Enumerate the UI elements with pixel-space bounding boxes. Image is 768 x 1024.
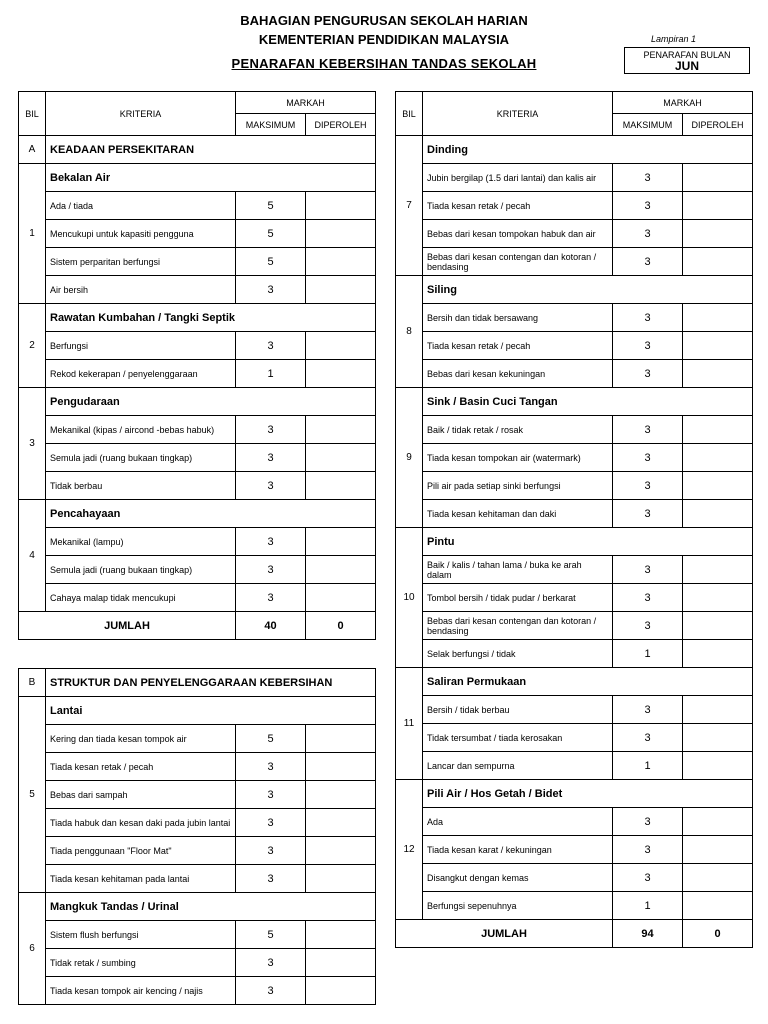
group-bil: 9 [396, 388, 423, 528]
page-title: PENARAFAN KEBERSIHAN TANDAS SEKOLAH [231, 56, 537, 71]
col-diperoleh: DIPEROLEH [683, 114, 753, 136]
criteria-text: Bebas dari kesan kekuningan [423, 360, 613, 388]
max-score: 5 [236, 192, 306, 220]
criteria-text: Tidak tersumbat / tiada kerosakan [423, 724, 613, 752]
col-kriteria: KRITERIA [423, 92, 613, 136]
obtained-score [683, 724, 753, 752]
criteria-text: Cahaya malap tidak mencukupi [46, 584, 236, 612]
section-code: A [19, 136, 46, 164]
group-row [396, 528, 753, 556]
table-row [396, 500, 753, 528]
group-row [19, 388, 376, 416]
table-row [396, 836, 753, 864]
obtained-score [683, 836, 753, 864]
max-score: 5 [236, 725, 306, 753]
lampiran-label: Lampiran 1 [651, 34, 697, 44]
criteria-text: Tiada kesan retak / pecah [423, 192, 613, 220]
obtained-score [683, 696, 753, 724]
criteria-text: Tiada kesan retak / pecah [46, 753, 236, 781]
obtained-score [683, 332, 753, 360]
obtained-score [683, 500, 753, 528]
criteria-text: Tiada kesan kehitaman pada lantai [46, 865, 236, 893]
total-obtained: 0 [306, 612, 376, 640]
group-row [396, 276, 753, 304]
criteria-text: Ada / tiada [46, 192, 236, 220]
col-bil: BIL [19, 92, 46, 136]
group-bil: 3 [19, 388, 46, 500]
obtained-score [306, 837, 376, 865]
section-code: B [19, 669, 46, 697]
table-row [396, 556, 753, 584]
criteria-text: Mekanikal (lampu) [46, 528, 236, 556]
table-section-a [18, 91, 376, 640]
criteria-text: Pili air pada setiap sinki berfungsi [423, 472, 613, 500]
max-score: 3 [236, 781, 306, 809]
table-row [19, 472, 376, 500]
table-row [396, 612, 753, 640]
group-title: Siling [423, 276, 753, 304]
criteria-text: Bebas dari kesan contengan dan kotoran / bendasing [423, 248, 613, 276]
obtained-score [306, 192, 376, 220]
table-row [396, 696, 753, 724]
obtained-score [306, 977, 376, 1005]
obtained-score [306, 781, 376, 809]
obtained-score [306, 528, 376, 556]
col-markah: MARKAH [613, 92, 753, 114]
table-row [396, 360, 753, 388]
table-row [19, 444, 376, 472]
obtained-score [306, 865, 376, 893]
criteria-text: Air bersih [46, 276, 236, 304]
criteria-text: Tiada kesan tompok air kencing / najis [46, 977, 236, 1005]
criteria-text: Bebas dari kesan tompokan habuk dan air [423, 220, 613, 248]
criteria-text: Berfungsi sepenuhnya [423, 892, 613, 920]
group-row [396, 668, 753, 696]
max-score: 3 [613, 332, 683, 360]
table-row [19, 865, 376, 893]
criteria-text: Rekod kekerapan / penyelenggaraan [46, 360, 236, 388]
table-row [19, 220, 376, 248]
max-score: 3 [236, 472, 306, 500]
max-score: 1 [236, 360, 306, 388]
table-row [19, 332, 376, 360]
group-bil: 8 [396, 276, 423, 388]
group-bil: 5 [19, 697, 46, 893]
table-row [19, 276, 376, 304]
criteria-text: Lancar dan sempurna [423, 752, 613, 780]
total-label: JUMLAH [396, 920, 613, 948]
criteria-text: Tidak berbau [46, 472, 236, 500]
obtained-score [683, 640, 753, 668]
table-row [19, 753, 376, 781]
criteria-text: Baik / kalis / tahan lama / buka ke arah dalam [423, 556, 613, 584]
criteria-text: Mencukupi untuk kapasiti pengguna [46, 220, 236, 248]
group-row [19, 304, 376, 332]
table-row [19, 949, 376, 977]
obtained-score [306, 753, 376, 781]
criteria-text: Tombol bersih / tidak pudar / berkarat [423, 584, 613, 612]
criteria-text: Bersih dan tidak bersawang [423, 304, 613, 332]
max-score: 3 [236, 584, 306, 612]
max-score: 3 [236, 753, 306, 781]
col-diperoleh: DIPEROLEH [306, 114, 376, 136]
obtained-score [306, 556, 376, 584]
section-title: KEADAAN PERSEKITARAN [46, 136, 376, 164]
criteria-text: Tiada kesan kehitaman dan daki [423, 500, 613, 528]
criteria-text: Selak berfungsi / tidak [423, 640, 613, 668]
criteria-text: Tiada habuk dan kesan daki pada jubin lantai [46, 809, 236, 837]
max-score: 3 [613, 612, 683, 640]
max-score: 3 [236, 837, 306, 865]
group-title: Pengudaraan [46, 388, 376, 416]
table-row [19, 584, 376, 612]
max-score: 5 [236, 220, 306, 248]
group-title: Pencahayaan [46, 500, 376, 528]
obtained-score [306, 809, 376, 837]
max-score: 3 [236, 276, 306, 304]
max-score: 3 [613, 472, 683, 500]
table-row [396, 304, 753, 332]
obtained-score [306, 276, 376, 304]
group-title: Lantai [46, 697, 376, 725]
obtained-score [683, 556, 753, 584]
header-line2: KEMENTERIAN PENDIDIKAN MALAYSIA [258, 32, 510, 47]
table-row [19, 556, 376, 584]
obtained-score [683, 612, 753, 640]
obtained-score [683, 864, 753, 892]
table-row [396, 864, 753, 892]
total-obtained: 0 [683, 920, 753, 948]
obtained-score [683, 248, 753, 276]
criteria-text: Sistem perparitan berfungsi [46, 248, 236, 276]
criteria-text: Sistem flush berfungsi [46, 921, 236, 949]
table-row [19, 248, 376, 276]
obtained-score [683, 584, 753, 612]
criteria-text: Tidak retak / sumbing [46, 949, 236, 977]
obtained-score [683, 304, 753, 332]
group-row [19, 500, 376, 528]
obtained-score [683, 892, 753, 920]
max-score: 3 [613, 836, 683, 864]
criteria-text: Semula jadi (ruang bukaan tingkap) [46, 556, 236, 584]
max-score: 3 [613, 584, 683, 612]
obtained-score [683, 164, 753, 192]
group-bil: 1 [19, 164, 46, 304]
max-score: 3 [613, 864, 683, 892]
group-row [19, 697, 376, 725]
criteria-text: Tiada penggunaan "Floor Mat" [46, 837, 236, 865]
col-bil: BIL [396, 92, 423, 136]
criteria-text: Mekanikal (kipas / aircond -bebas habuk) [46, 416, 236, 444]
max-score: 3 [613, 500, 683, 528]
obtained-score [683, 444, 753, 472]
obtained-score [683, 416, 753, 444]
group-title: Dinding [423, 136, 753, 164]
obtained-score [683, 192, 753, 220]
table-right [395, 91, 753, 948]
total-row [19, 612, 376, 640]
table-row [396, 164, 753, 192]
max-score: 3 [613, 164, 683, 192]
obtained-score [306, 921, 376, 949]
table-row [396, 416, 753, 444]
group-bil: 12 [396, 780, 423, 920]
total-row [396, 920, 753, 948]
group-bil: 7 [396, 136, 423, 276]
criteria-text: Tiada kesan karat / kekuningan [423, 836, 613, 864]
group-bil: 6 [19, 893, 46, 1005]
table-row [396, 220, 753, 248]
max-score: 3 [613, 416, 683, 444]
table-row [396, 332, 753, 360]
max-score: 5 [236, 248, 306, 276]
table-row [396, 584, 753, 612]
max-score: 3 [613, 220, 683, 248]
table-row [396, 892, 753, 920]
group-title: Pili Air / Hos Getah / Bidet [423, 780, 753, 808]
max-score: 3 [236, 949, 306, 977]
table-row [396, 808, 753, 836]
group-bil: 4 [19, 500, 46, 612]
table-row [19, 837, 376, 865]
max-score: 3 [613, 192, 683, 220]
total-max: 40 [236, 612, 306, 640]
max-score: 3 [613, 696, 683, 724]
table-row [396, 724, 753, 752]
obtained-score [306, 584, 376, 612]
group-title: Saliran Permukaan [423, 668, 753, 696]
group-row [19, 164, 376, 192]
max-score: 3 [613, 556, 683, 584]
table-row [396, 192, 753, 220]
table-row [19, 781, 376, 809]
group-title: Bekalan Air [46, 164, 376, 192]
obtained-score [306, 248, 376, 276]
max-score: 5 [236, 921, 306, 949]
table-row [19, 921, 376, 949]
penarafan-bulan-box [624, 47, 750, 74]
max-score: 1 [613, 640, 683, 668]
table-row [19, 416, 376, 444]
obtained-score [306, 949, 376, 977]
group-row [396, 780, 753, 808]
max-score: 3 [613, 360, 683, 388]
penarafan-bulan-value: JUN [674, 59, 699, 73]
max-score: 3 [236, 528, 306, 556]
table-section-b [18, 668, 376, 1005]
obtained-score [306, 725, 376, 753]
criteria-text: Kering dan tiada kesan tompok air [46, 725, 236, 753]
obtained-score [306, 444, 376, 472]
obtained-score [306, 360, 376, 388]
criteria-text: Semula jadi (ruang bukaan tingkap) [46, 444, 236, 472]
group-bil: 11 [396, 668, 423, 780]
criteria-text: Bebas dari kesan contengan dan kotoran / bendasing [423, 612, 613, 640]
max-score: 3 [236, 332, 306, 360]
table-row [396, 640, 753, 668]
criteria-text: Tiada kesan tompokan air (watermark) [423, 444, 613, 472]
table-row [19, 528, 376, 556]
obtained-score [683, 360, 753, 388]
criteria-text: Berfungsi [46, 332, 236, 360]
section-row [19, 669, 376, 697]
table-row [19, 192, 376, 220]
total-max: 94 [613, 920, 683, 948]
criteria-text: Disangkut dengan kemas [423, 864, 613, 892]
table-row [396, 444, 753, 472]
table-row [396, 472, 753, 500]
penarafan-bulan-label: PENARAFAN BULAN [643, 50, 731, 60]
max-score: 3 [236, 444, 306, 472]
max-score: 3 [236, 556, 306, 584]
max-score: 3 [236, 416, 306, 444]
table-row [19, 360, 376, 388]
obtained-score [306, 220, 376, 248]
table-row [396, 752, 753, 780]
max-score: 3 [613, 304, 683, 332]
max-score: 3 [236, 809, 306, 837]
table-row [19, 977, 376, 1005]
max-score: 1 [613, 892, 683, 920]
max-score: 3 [613, 808, 683, 836]
group-row [19, 893, 376, 921]
max-score: 3 [613, 724, 683, 752]
criteria-text: Jubin bergilap (1.5 dari lantai) dan kalis air [423, 164, 613, 192]
col-maksimum: MAKSIMUM [236, 114, 306, 136]
obtained-score [306, 416, 376, 444]
group-title: Rawatan Kumbahan / Tangki Septik [46, 304, 376, 332]
criteria-text: Baik / tidak retak / rosak [423, 416, 613, 444]
group-row [396, 388, 753, 416]
table-row [396, 248, 753, 276]
obtained-score [683, 220, 753, 248]
max-score: 3 [236, 865, 306, 893]
group-bil: 2 [19, 304, 46, 388]
section-row [19, 136, 376, 164]
total-label: JUMLAH [19, 612, 236, 640]
criteria-text: Tiada kesan retak / pecah [423, 332, 613, 360]
obtained-score [683, 472, 753, 500]
max-score: 3 [236, 977, 306, 1005]
section-title: STRUKTUR DAN PENYELENGGARAAN KEBERSIHAN [46, 669, 376, 697]
col-maksimum: MAKSIMUM [613, 114, 683, 136]
group-title: Mangkuk Tandas / Urinal [46, 893, 376, 921]
obtained-score [306, 332, 376, 360]
criteria-text: Ada [423, 808, 613, 836]
table-row [19, 725, 376, 753]
criteria-text: Bersih / tidak berbau [423, 696, 613, 724]
max-score: 1 [613, 752, 683, 780]
max-score: 3 [613, 444, 683, 472]
col-kriteria: KRITERIA [46, 92, 236, 136]
col-markah: MARKAH [236, 92, 376, 114]
group-row [396, 136, 753, 164]
criteria-text: Bebas dari sampah [46, 781, 236, 809]
obtained-score [683, 808, 753, 836]
max-score: 3 [613, 248, 683, 276]
group-bil: 10 [396, 528, 423, 668]
group-title: Sink / Basin Cuci Tangan [423, 388, 753, 416]
obtained-score [306, 472, 376, 500]
group-title: Pintu [423, 528, 753, 556]
obtained-score [683, 752, 753, 780]
table-row [19, 809, 376, 837]
header-line1: BAHAGIAN PENGURUSAN SEKOLAH HARIAN [240, 13, 528, 28]
